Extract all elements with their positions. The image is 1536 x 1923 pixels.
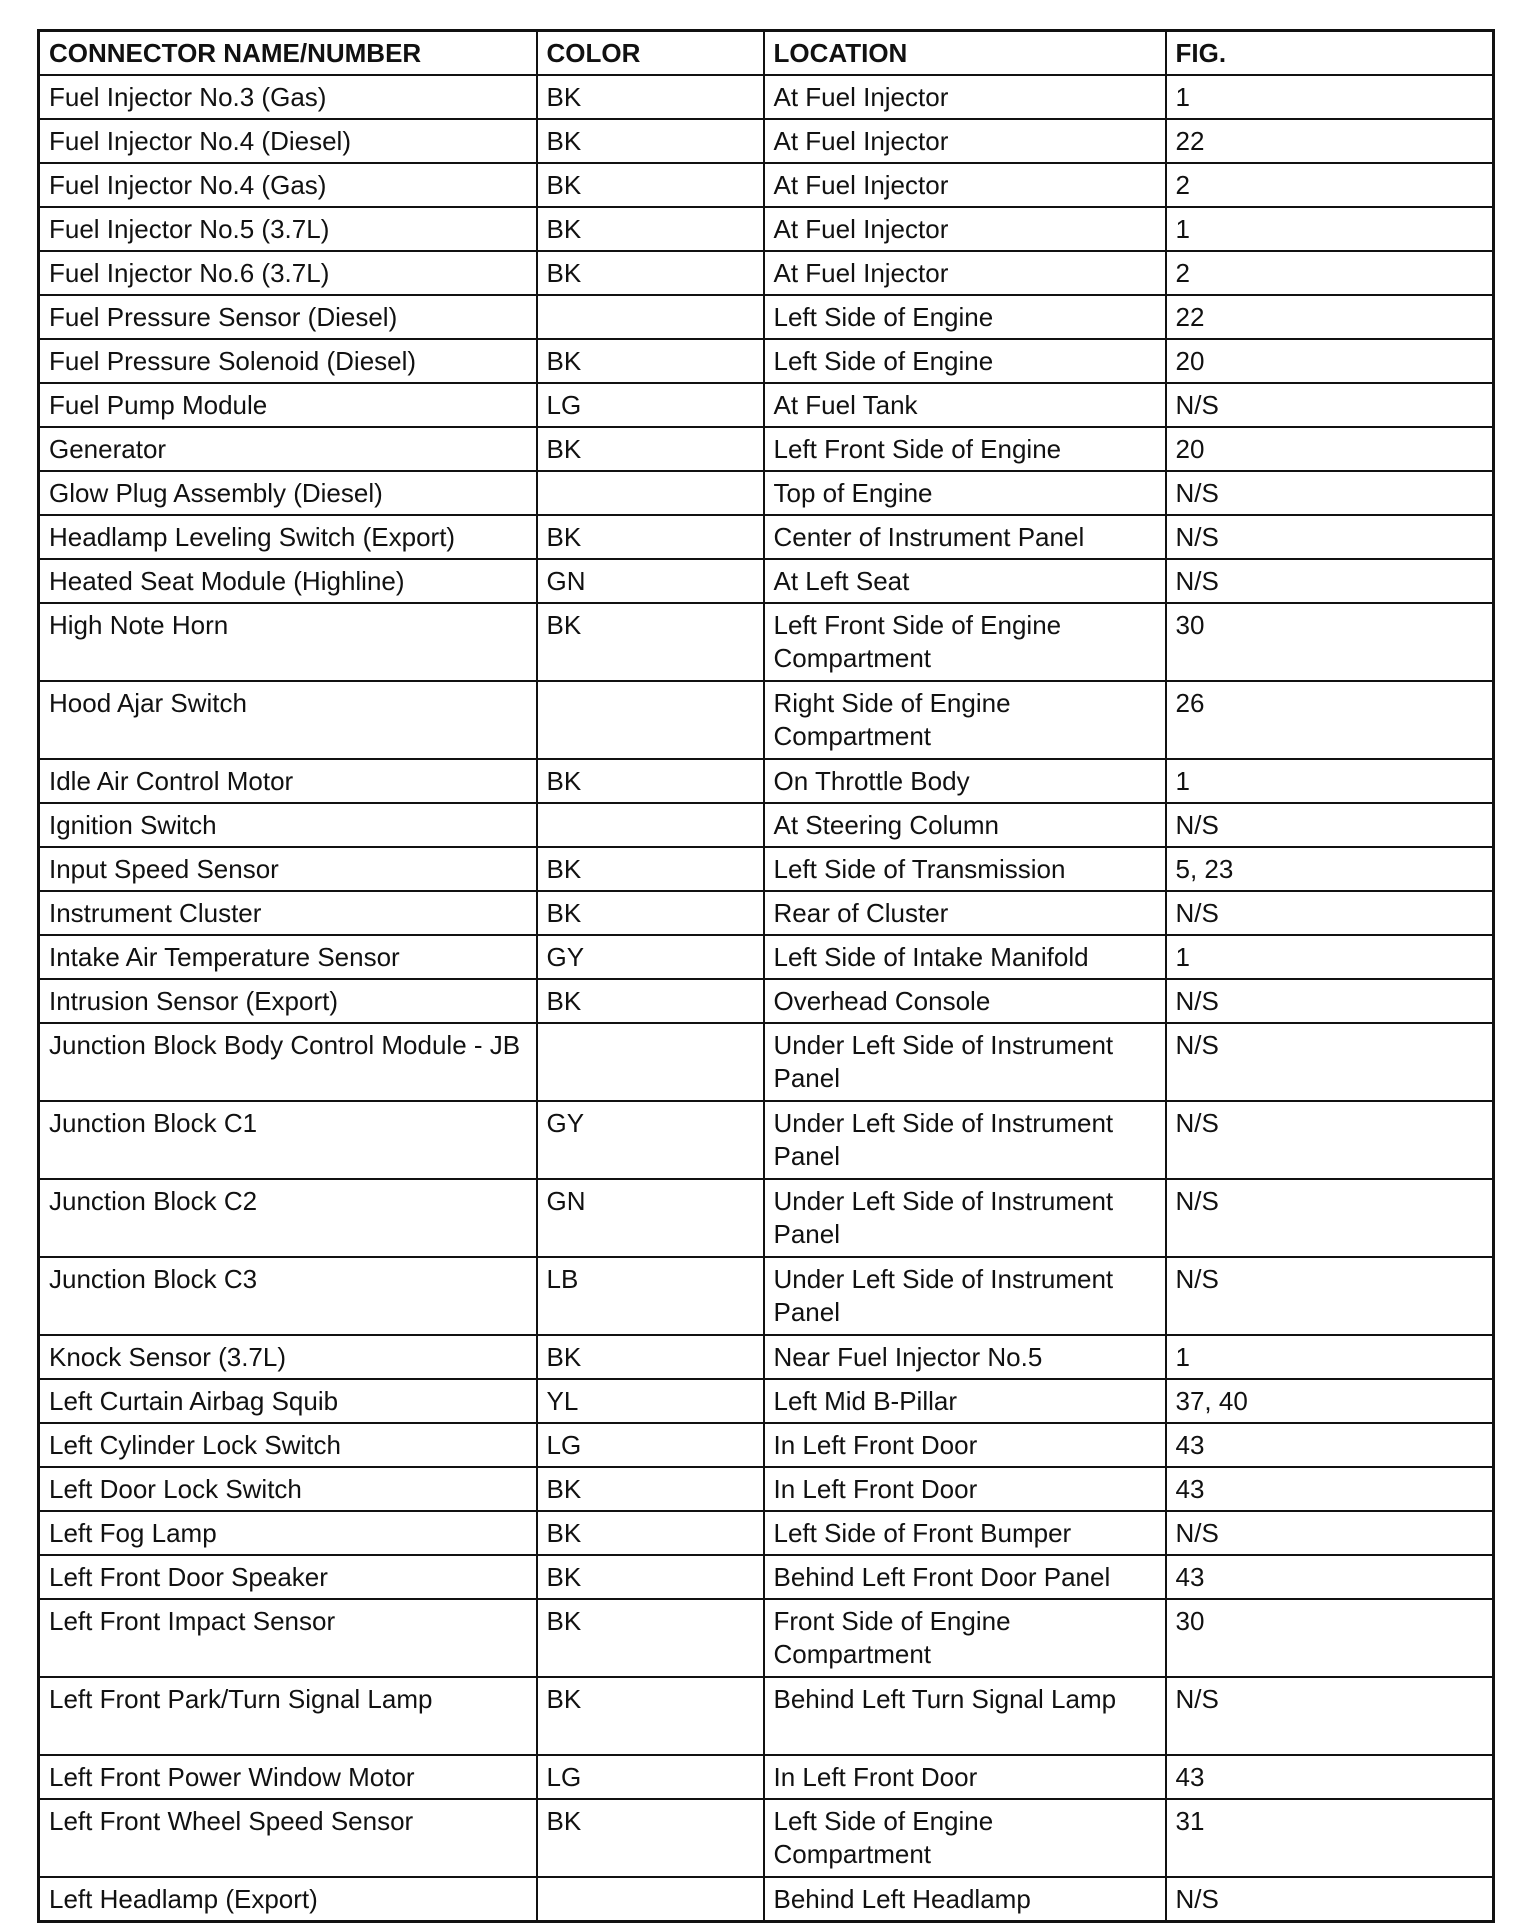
cell-color: BK <box>537 891 764 935</box>
table-row <box>39 427 1494 471</box>
cell-location: Right Side of Engine Compartment <box>764 681 1166 759</box>
cell-location: Left Mid B-Pillar <box>764 1379 1166 1423</box>
header-fig: FIG. <box>1166 31 1494 76</box>
cell-color <box>537 681 764 759</box>
cell-fig: 37, 40 <box>1166 1379 1494 1423</box>
cell-connector-name: Instrument Cluster <box>39 891 537 935</box>
cell-color: BK <box>537 251 764 295</box>
table-row <box>39 681 1494 759</box>
table-row <box>39 119 1494 163</box>
table-row <box>39 1555 1494 1599</box>
cell-location: Under Left Side of Instrument Panel <box>764 1179 1166 1257</box>
cell-connector-name: High Note Horn <box>39 603 537 681</box>
cell-color: BK <box>537 1335 764 1379</box>
cell-fig: N/S <box>1166 559 1494 603</box>
cell-location: Under Left Side of Instrument Panel <box>764 1023 1166 1101</box>
cell-connector-name: Fuel Pressure Sensor (Diesel) <box>39 295 537 339</box>
cell-location: In Left Front Door <box>764 1755 1166 1799</box>
cell-color <box>537 803 764 847</box>
table-row <box>39 471 1494 515</box>
header-connector-name: CONNECTOR NAME/NUMBER <box>39 31 537 76</box>
cell-connector-name: Hood Ajar Switch <box>39 681 537 759</box>
cell-connector-name: Intrusion Sensor (Export) <box>39 979 537 1023</box>
cell-location: Front Side of Engine Compartment <box>764 1599 1166 1677</box>
cell-connector-name: Fuel Injector No.3 (Gas) <box>39 75 537 119</box>
cell-location: In Left Front Door <box>764 1467 1166 1511</box>
cell-color: BK <box>537 1511 764 1555</box>
cell-location: At Fuel Injector <box>764 75 1166 119</box>
cell-connector-name: Ignition Switch <box>39 803 537 847</box>
cell-connector-name: Fuel Pressure Solenoid (Diesel) <box>39 339 537 383</box>
cell-fig: 20 <box>1166 427 1494 471</box>
cell-fig: 31 <box>1166 1799 1494 1877</box>
cell-location: Left Side of Engine <box>764 295 1166 339</box>
cell-location: At Fuel Injector <box>764 163 1166 207</box>
cell-connector-name: Junction Block C1 <box>39 1101 537 1179</box>
cell-fig: N/S <box>1166 1511 1494 1555</box>
cell-color: LG <box>537 383 764 427</box>
cell-location: Left Side of Engine <box>764 339 1166 383</box>
cell-fig: N/S <box>1166 1677 1494 1755</box>
table-row <box>39 603 1494 681</box>
cell-color: BK <box>537 603 764 681</box>
cell-fig: N/S <box>1166 1023 1494 1101</box>
cell-color <box>537 1023 764 1101</box>
cell-color <box>537 471 764 515</box>
cell-connector-name: Generator <box>39 427 537 471</box>
table-row <box>39 339 1494 383</box>
cell-color: BK <box>537 427 764 471</box>
cell-location: At Fuel Injector <box>764 207 1166 251</box>
table-row <box>39 1599 1494 1677</box>
table-row <box>39 295 1494 339</box>
cell-fig: 43 <box>1166 1467 1494 1511</box>
cell-connector-name: Left Curtain Airbag Squib <box>39 1379 537 1423</box>
cell-location: Behind Left Turn Signal Lamp <box>764 1677 1166 1755</box>
cell-color: BK <box>537 979 764 1023</box>
cell-connector-name: Fuel Injector No.6 (3.7L) <box>39 251 537 295</box>
cell-color: BK <box>537 847 764 891</box>
cell-color: BK <box>537 1799 764 1877</box>
cell-connector-name: Junction Block C3 <box>39 1257 537 1335</box>
cell-location: Left Side of Transmission <box>764 847 1166 891</box>
cell-fig: 1 <box>1166 935 1494 979</box>
cell-connector-name: Headlamp Leveling Switch (Export) <box>39 515 537 559</box>
cell-location: At Fuel Injector <box>764 251 1166 295</box>
cell-location: Left Side of Front Bumper <box>764 1511 1166 1555</box>
cell-connector-name: Left Headlamp (Export) <box>39 1877 537 1922</box>
cell-fig: N/S <box>1166 891 1494 935</box>
cell-fig: N/S <box>1166 1257 1494 1335</box>
cell-color: BK <box>537 1555 764 1599</box>
cell-location: At Left Seat <box>764 559 1166 603</box>
table-row <box>39 1467 1494 1511</box>
table-row <box>39 251 1494 295</box>
cell-fig: N/S <box>1166 1877 1494 1922</box>
cell-connector-name: Fuel Injector No.5 (3.7L) <box>39 207 537 251</box>
table-row <box>39 75 1494 119</box>
cell-color: BK <box>537 163 764 207</box>
table-row <box>39 1335 1494 1379</box>
table-row <box>39 935 1494 979</box>
cell-location: Near Fuel Injector No.5 <box>764 1335 1166 1379</box>
table-row <box>39 559 1494 603</box>
cell-location: Left Front Side of Engine <box>764 427 1166 471</box>
cell-location: Left Side of Engine Compartment <box>764 1799 1166 1877</box>
cell-color: BK <box>537 119 764 163</box>
cell-fig: 1 <box>1166 1335 1494 1379</box>
cell-color: LB <box>537 1257 764 1335</box>
cell-fig: 30 <box>1166 1599 1494 1677</box>
cell-color: LG <box>537 1423 764 1467</box>
cell-fig: 26 <box>1166 681 1494 759</box>
cell-color: YL <box>537 1379 764 1423</box>
cell-fig: 20 <box>1166 339 1494 383</box>
cell-color: BK <box>537 75 764 119</box>
cell-connector-name: Left Front Power Window Motor <box>39 1755 537 1799</box>
table-row <box>39 1023 1494 1101</box>
table-row <box>39 1877 1494 1922</box>
cell-fig: N/S <box>1166 1179 1494 1257</box>
header-location: LOCATION <box>764 31 1166 76</box>
cell-color: BK <box>537 1599 764 1677</box>
cell-location: On Throttle Body <box>764 759 1166 803</box>
cell-connector-name: Fuel Injector No.4 (Diesel) <box>39 119 537 163</box>
cell-fig: N/S <box>1166 979 1494 1023</box>
cell-fig: N/S <box>1166 383 1494 427</box>
cell-connector-name: Left Fog Lamp <box>39 1511 537 1555</box>
table-row <box>39 1755 1494 1799</box>
cell-fig: 1 <box>1166 207 1494 251</box>
table-row <box>39 1677 1494 1755</box>
cell-fig: 2 <box>1166 251 1494 295</box>
cell-connector-name: Junction Block Body Control Module - JB <box>39 1023 537 1101</box>
cell-fig: 2 <box>1166 163 1494 207</box>
cell-color: GY <box>537 935 764 979</box>
cell-color: BK <box>537 515 764 559</box>
cell-color: BK <box>537 1467 764 1511</box>
cell-connector-name: Intake Air Temperature Sensor <box>39 935 537 979</box>
cell-color: BK <box>537 207 764 251</box>
cell-fig: N/S <box>1166 471 1494 515</box>
cell-connector-name: Fuel Pump Module <box>39 383 537 427</box>
table-row <box>39 1423 1494 1467</box>
cell-connector-name: Knock Sensor (3.7L) <box>39 1335 537 1379</box>
cell-color <box>537 295 764 339</box>
cell-connector-name: Left Cylinder Lock Switch <box>39 1423 537 1467</box>
cell-color: LG <box>537 1755 764 1799</box>
cell-fig: 43 <box>1166 1555 1494 1599</box>
cell-connector-name: Left Front Wheel Speed Sensor <box>39 1799 537 1877</box>
cell-location: Under Left Side of Instrument Panel <box>764 1101 1166 1179</box>
cell-color: GN <box>537 1179 764 1257</box>
cell-location: Top of Engine <box>764 471 1166 515</box>
header-color: COLOR <box>537 31 764 76</box>
table-row <box>39 1257 1494 1335</box>
cell-location: At Steering Column <box>764 803 1166 847</box>
cell-fig: 43 <box>1166 1423 1494 1467</box>
cell-connector-name: Left Front Door Speaker <box>39 1555 537 1599</box>
cell-location: In Left Front Door <box>764 1423 1166 1467</box>
table-row <box>39 383 1494 427</box>
cell-fig: 43 <box>1166 1755 1494 1799</box>
cell-location: Left Side of Intake Manifold <box>764 935 1166 979</box>
cell-fig: N/S <box>1166 1101 1494 1179</box>
cell-connector-name: Fuel Injector No.4 (Gas) <box>39 163 537 207</box>
cell-connector-name: Junction Block C2 <box>39 1179 537 1257</box>
cell-fig: 5, 23 <box>1166 847 1494 891</box>
cell-color: GY <box>537 1101 764 1179</box>
table-row <box>39 1379 1494 1423</box>
cell-color: BK <box>537 339 764 383</box>
cell-fig: 1 <box>1166 759 1494 803</box>
cell-connector-name: Left Door Lock Switch <box>39 1467 537 1511</box>
cell-location: Under Left Side of Instrument Panel <box>764 1257 1166 1335</box>
cell-fig: 1 <box>1166 75 1494 119</box>
cell-connector-name: Glow Plug Assembly (Diesel) <box>39 471 537 515</box>
table-row <box>39 891 1494 935</box>
cell-location: Center of Instrument Panel <box>764 515 1166 559</box>
table-row <box>39 979 1494 1023</box>
cell-connector-name: Left Front Impact Sensor <box>39 1599 537 1677</box>
table-row <box>39 1799 1494 1877</box>
cell-color: GN <box>537 559 764 603</box>
cell-location: Behind Left Front Door Panel <box>764 1555 1166 1599</box>
table-row <box>39 1179 1494 1257</box>
cell-location: Behind Left Headlamp <box>764 1877 1166 1922</box>
cell-fig: N/S <box>1166 515 1494 559</box>
cell-connector-name: Input Speed Sensor <box>39 847 537 891</box>
table-row <box>39 1511 1494 1555</box>
cell-fig: N/S <box>1166 803 1494 847</box>
cell-location: Overhead Console <box>764 979 1166 1023</box>
table-row <box>39 847 1494 891</box>
header-row <box>39 31 1494 76</box>
cell-location: At Fuel Tank <box>764 383 1166 427</box>
cell-fig: 22 <box>1166 119 1494 163</box>
connector-location-table <box>37 29 1495 1923</box>
cell-fig: 30 <box>1166 603 1494 681</box>
cell-connector-name: Idle Air Control Motor <box>39 759 537 803</box>
cell-color: BK <box>537 1677 764 1755</box>
cell-location: Rear of Cluster <box>764 891 1166 935</box>
cell-location: At Fuel Injector <box>764 119 1166 163</box>
table-row <box>39 1101 1494 1179</box>
table-row <box>39 207 1494 251</box>
table-body <box>39 75 1494 1922</box>
table-row <box>39 759 1494 803</box>
cell-connector-name: Left Front Park/Turn Signal Lamp <box>39 1677 537 1755</box>
cell-color: BK <box>537 759 764 803</box>
table-row <box>39 803 1494 847</box>
cell-connector-name: Heated Seat Module (Highline) <box>39 559 537 603</box>
table-row <box>39 163 1494 207</box>
table-row <box>39 515 1494 559</box>
cell-location: Left Front Side of Engine Compartment <box>764 603 1166 681</box>
cell-color <box>537 1877 764 1922</box>
cell-fig: 22 <box>1166 295 1494 339</box>
